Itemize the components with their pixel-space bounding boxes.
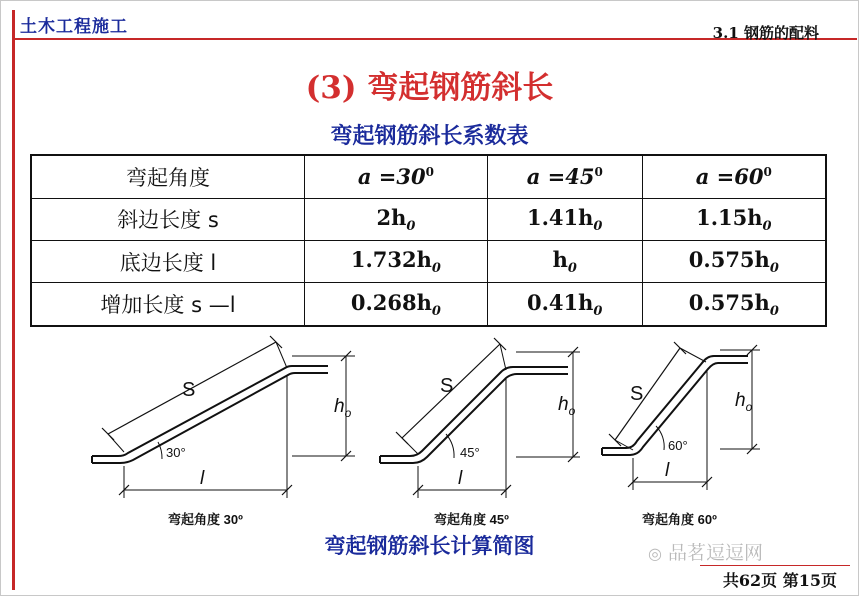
h-label-60: $h_o$ bbox=[735, 390, 753, 414]
h-label-45: $h_o$ bbox=[558, 394, 576, 418]
header-cell: $a =45^0$ bbox=[487, 155, 642, 198]
figure-caption-30: 弯起角度 30º bbox=[168, 512, 243, 527]
s-label-30: S bbox=[182, 379, 196, 401]
course-title: 土木工程施工 bbox=[20, 17, 128, 37]
header-cell: $a =60^0$ bbox=[642, 155, 826, 198]
s-label-60: S bbox=[630, 383, 644, 405]
table-cell: $0.575h_0$ bbox=[642, 283, 826, 326]
coefficient-table bbox=[30, 154, 827, 327]
footer-rule bbox=[700, 565, 850, 566]
l-label-30: l bbox=[200, 468, 205, 489]
table-cell: $1.15h_0$ bbox=[642, 198, 826, 240]
table-caption: 弯起钢筋斜长系数表 bbox=[330, 124, 529, 149]
row-label: 斜边长度 s bbox=[31, 198, 305, 240]
angle-label-30: 30° bbox=[166, 445, 186, 460]
figure-60 bbox=[602, 342, 760, 490]
wechat-icon: ◎ bbox=[648, 544, 662, 563]
figure-45 bbox=[380, 338, 580, 498]
header-label: 弯起角度 bbox=[31, 155, 305, 198]
angle-label-45: 45° bbox=[460, 445, 480, 460]
h-label-30: $h_o$ bbox=[334, 396, 352, 420]
table-header-row bbox=[31, 155, 826, 198]
section-title: 3.1 钢筋的配料 bbox=[712, 24, 819, 42]
table-row bbox=[31, 283, 826, 326]
bent-bar-diagrams bbox=[80, 330, 770, 530]
figure-caption-60: 弯起角度 60º bbox=[642, 512, 717, 527]
row-label: 增加长度 s —l bbox=[31, 283, 305, 326]
figure-caption: 弯起钢筋斜长计算简图 bbox=[324, 534, 535, 558]
table-row bbox=[31, 198, 826, 240]
header-cell: $a =30^0$ bbox=[305, 155, 488, 198]
figure-30 bbox=[92, 336, 355, 498]
page-counter: 共62页 第15页 bbox=[722, 571, 837, 590]
s-label-45: S bbox=[440, 375, 454, 397]
table-cell: $1.732h_0$ bbox=[305, 240, 488, 282]
l-label-45: l bbox=[458, 468, 463, 489]
table-row bbox=[31, 240, 826, 282]
l-label-60: l bbox=[665, 460, 670, 481]
table-cell: $2h_0$ bbox=[305, 198, 488, 240]
table-cell: $1.41h_0$ bbox=[487, 198, 642, 240]
angle-label-60: 60° bbox=[668, 438, 688, 453]
table-cell: $0.268h_0$ bbox=[305, 283, 488, 326]
figure-caption-45: 弯起角度 45º bbox=[434, 512, 509, 527]
watermark: ◎ 品茗逗逗网 bbox=[648, 542, 763, 564]
table-cell: $0.575h_0$ bbox=[642, 240, 826, 282]
table-cell: $h_0$ bbox=[487, 240, 642, 282]
slide-title: (3) 弯起钢筋斜长 bbox=[305, 70, 554, 106]
table-cell: $0.41h_0$ bbox=[487, 283, 642, 326]
row-label: 底边长度 l bbox=[31, 240, 305, 282]
